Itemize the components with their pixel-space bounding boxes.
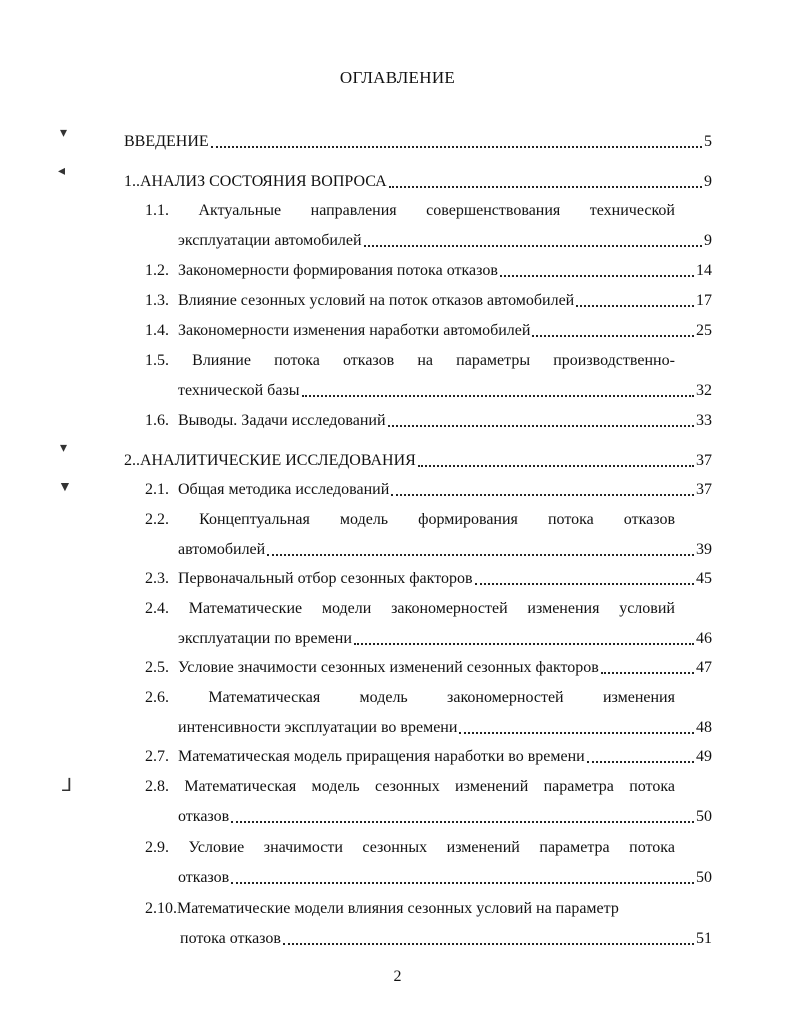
leader-dots <box>418 465 694 467</box>
scan-mark: ▼ <box>58 480 72 495</box>
word: модель <box>339 511 389 528</box>
toc-page-number: 39 <box>696 541 712 558</box>
leader-dots <box>459 732 694 734</box>
toc-page-number: 37 <box>696 452 712 469</box>
toc-page-number: 50 <box>696 808 712 825</box>
toc-page-number: 48 <box>696 719 712 736</box>
section-number: 1.4. <box>145 322 169 339</box>
toc-entry-2-10-line1[interactable] <box>145 898 675 920</box>
page-number: 2 <box>393 968 402 985</box>
leader-dots <box>267 554 694 556</box>
word: изменения <box>527 600 600 617</box>
toc-entry-2-5[interactable] <box>145 657 712 679</box>
toc-page-number: 33 <box>696 412 712 429</box>
word: Условие <box>188 839 245 856</box>
word: модели <box>321 600 372 617</box>
toc-entry-label: отказов <box>178 869 230 886</box>
toc-entry-intro[interactable] <box>124 131 712 153</box>
word: потока <box>547 511 594 528</box>
toc-page-number: 49 <box>696 748 712 765</box>
toc-page-number: 32 <box>696 382 712 399</box>
word: сезонных <box>375 778 440 795</box>
toc-entry-2-4-line1[interactable] <box>145 598 675 620</box>
toc-page-number: 5 <box>704 133 712 150</box>
word: параметра <box>543 778 614 795</box>
toc-entry-2-10-line2[interactable] <box>180 928 712 950</box>
toc-entry-1-5-line1[interactable] <box>145 350 675 372</box>
toc-entry-label: 2..АНАЛИТИЧЕСКИЕ ИССЛЕДОВАНИЯ <box>124 452 416 469</box>
toc-entry-label: Закономерности формирования потока отказов <box>178 262 498 279</box>
toc-entry-2-7[interactable] <box>145 746 712 768</box>
section-number: 2.3. <box>145 570 169 587</box>
word: изменений <box>446 839 520 856</box>
word: технической <box>589 202 675 219</box>
toc-entry-label: ВВЕДЕНИЕ <box>124 133 209 150</box>
word: Математическая <box>184 778 297 795</box>
leader-dots <box>302 395 695 397</box>
toc-page-number: 37 <box>696 481 712 498</box>
word: изменений <box>455 778 529 795</box>
toc-page-number: 14 <box>696 262 712 279</box>
section-number: 2.10. <box>145 900 177 917</box>
leader-dots <box>354 643 694 645</box>
toc-entry-label: потока отказов <box>180 930 281 947</box>
page-title: ОГЛАВЛЕНИЕ <box>339 68 456 87</box>
toc-entry-1-5-line2[interactable] <box>178 380 712 402</box>
section-number: 1.3. <box>145 292 169 309</box>
word: параметра <box>539 839 610 856</box>
word: закономерностей <box>447 689 564 706</box>
leader-dots <box>211 146 702 148</box>
toc-entry-label: технической базы <box>178 382 300 399</box>
word: отказов <box>343 352 395 369</box>
scan-mark: ⅃ <box>62 775 73 795</box>
word: совершенствования <box>426 202 561 219</box>
toc-entry-label: Общая методика исследований <box>178 481 390 498</box>
word: Влияние <box>192 352 251 369</box>
toc-entry-label: эксплуатации автомобилей <box>178 232 362 249</box>
word: закономерностей <box>391 600 508 617</box>
toc-entry-chapter-1[interactable] <box>124 171 712 193</box>
toc-entry-2-2-line1[interactable] <box>145 509 675 531</box>
word: на <box>417 352 434 369</box>
toc-entry-2-1[interactable] <box>145 479 712 501</box>
section-number: 2.1. <box>145 481 169 498</box>
toc-entry-label: 1..АНАЛИЗ СОСТОЯНИЯ ВОПРОСА <box>124 173 387 190</box>
word: параметры <box>456 352 531 369</box>
toc-entry-2-2-line2[interactable] <box>178 539 712 561</box>
word: Актуальные <box>198 202 282 219</box>
word: производственно- <box>553 352 675 369</box>
word: модель <box>311 778 360 795</box>
word: Математическая <box>208 689 321 706</box>
section-number: 2.9. <box>145 839 169 856</box>
scan-mark: ▾ <box>60 126 68 141</box>
leader-dots <box>576 305 694 307</box>
section-number: 2.2. <box>145 511 169 528</box>
toc-entry-1-1-line1[interactable] <box>145 200 675 222</box>
section-number: 2.4. <box>145 600 169 617</box>
toc-entry-label: эксплуатации по времени <box>178 630 352 647</box>
word: потока <box>274 352 320 369</box>
section-number: 1.6. <box>145 412 169 429</box>
toc-entry-label: Математические модели влияния сезонных условий на параметр <box>177 900 619 917</box>
leader-dots <box>231 882 694 884</box>
toc-entry-chapter-2[interactable] <box>124 450 712 472</box>
leader-dots <box>391 494 694 496</box>
toc-entry-1-2[interactable] <box>145 260 712 282</box>
toc-page-number: 25 <box>696 322 712 339</box>
word: Концептуальная <box>199 511 310 528</box>
leader-dots <box>475 583 694 585</box>
word: сезонных <box>362 839 428 856</box>
toc-entry-2-6-line2[interactable] <box>178 717 712 739</box>
toc-page-number: 50 <box>696 869 712 886</box>
toc-entry-2-8-line2[interactable] <box>178 806 712 828</box>
word: изменения <box>602 689 675 706</box>
section-number: 1.5. <box>145 352 169 369</box>
leader-dots <box>388 425 694 427</box>
word: модель <box>359 689 408 706</box>
toc-entry-2-9-line1[interactable] <box>145 837 675 859</box>
word: потока <box>629 839 675 856</box>
leader-dots <box>283 943 694 945</box>
toc-page-number: 51 <box>696 930 712 947</box>
toc-entry-label: Влияние сезонных условий на поток отказов автомобилей <box>178 292 575 309</box>
leader-dots <box>389 186 702 188</box>
scan-mark: ▾ <box>60 441 68 456</box>
word: условий <box>619 600 675 617</box>
toc-entry-label: Условие значимости сезонных изменений сезонных факторов <box>178 659 599 676</box>
toc-entry-1-4[interactable] <box>145 320 712 342</box>
word: потока <box>629 778 675 795</box>
section-number: 1.2. <box>145 262 169 279</box>
toc-page-number: 45 <box>696 570 712 587</box>
word: формирования <box>418 511 518 528</box>
section-number: 2.8. <box>145 778 169 795</box>
toc-entry-2-3[interactable] <box>145 568 712 590</box>
toc-entry-label: Первоначальный отбор сезонных факторов <box>178 570 473 587</box>
scan-mark: ◂ <box>58 164 66 179</box>
toc-entry-label: Математическая модель приращения наработки во времени <box>178 748 585 765</box>
section-number: 2.6. <box>145 689 169 706</box>
toc-entry-label: Закономерности изменения наработки автомобилей <box>178 322 531 339</box>
word: Математические <box>188 600 303 617</box>
section-number: 2.5. <box>145 659 169 676</box>
leader-dots <box>601 672 694 674</box>
toc-entry-2-6-line1[interactable] <box>145 687 675 709</box>
word: значимости <box>263 839 343 856</box>
toc-entry-label: отказов <box>178 808 230 825</box>
toc-entry-2-9-line2[interactable] <box>178 867 712 889</box>
toc-entry-1-1-line2[interactable] <box>178 230 712 252</box>
section-number: 1.1. <box>145 202 169 219</box>
leader-dots <box>532 335 694 337</box>
toc-entry-label: Выводы. Задачи исследований <box>178 412 386 429</box>
toc-entry-label: интенсивности эксплуатации во времени <box>178 719 458 736</box>
leader-dots <box>500 275 694 277</box>
word: отказов <box>623 511 675 528</box>
toc-entry-1-3[interactable] <box>145 290 712 312</box>
toc-entry-1-6[interactable] <box>145 410 712 432</box>
toc-entry-2-8-line1[interactable] <box>145 776 675 798</box>
toc-page-number: 46 <box>696 630 712 647</box>
leader-dots <box>587 761 694 763</box>
toc-page-number: 17 <box>696 292 712 309</box>
toc-page-number: 47 <box>696 659 712 676</box>
toc-page-number: 9 <box>704 173 712 190</box>
toc-page-number: 9 <box>704 232 712 249</box>
section-number: 2.7. <box>145 748 169 765</box>
leader-dots <box>364 245 702 247</box>
leader-dots <box>231 821 694 823</box>
word: направления <box>310 202 397 219</box>
toc-entry-2-4-line2[interactable] <box>178 628 712 650</box>
toc-entry-label: автомобилей <box>178 541 266 558</box>
